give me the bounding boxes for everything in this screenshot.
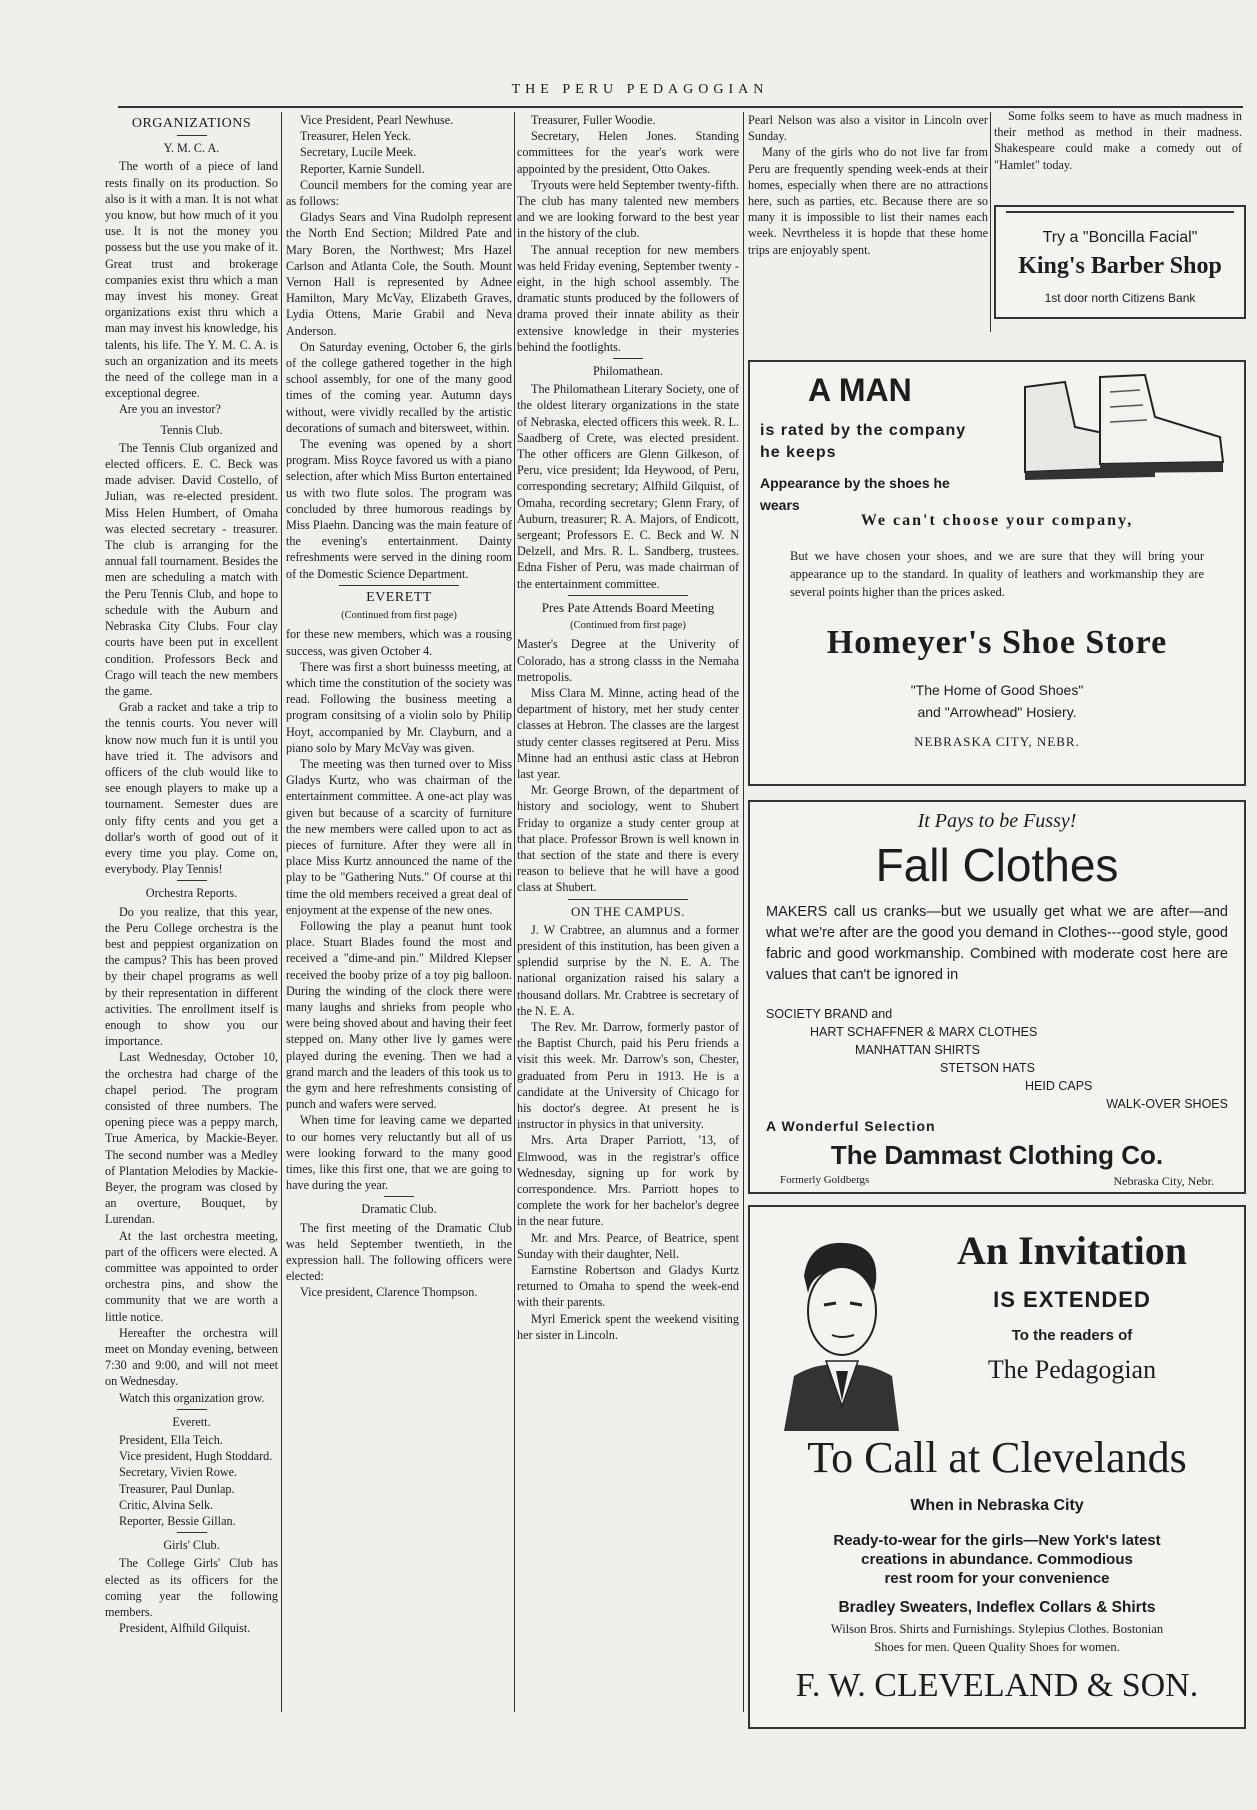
invitation-city: When in Nebraska City — [910, 1497, 1084, 1514]
cleveland-line-3: rest room for your convenience — [884, 1570, 1110, 1587]
method-madness-note — [994, 108, 1242, 200]
cleveland-line-6: Shoes for men. Queen Quality Shoes for women. — [874, 1640, 1120, 1654]
officer-line: Reporter, Bessie Gillan. — [119, 1514, 236, 1529]
divider — [177, 880, 207, 881]
article-paragraph: Watch this organization grow. — [119, 1390, 265, 1405]
officer-line: Reporter, Karnie Sundell. — [300, 161, 425, 176]
article-paragraph: Mrs. Arta Draper Parriott, '13, of Elmwood, was in the registrar's office Wednesday, signing up for work by correspondence. Mrs. Parriott hopes to complete the work for her bachelor's degree in the near future. — [517, 1133, 739, 1229]
article-paragraph: Last Wednesday, October 10, the orchestra had charge of the chapel period. The program consisted of three numbers. The opening piece was a peppy march, True America, by Mackie-Beyer. The second number was a Medley of Plantation Melodies by Mackie-Beyer, the program was closed by an overture, Bouquet, by Lurendan. — [105, 1050, 278, 1227]
ad-rule — [1006, 211, 1234, 213]
everett-article-heading: EVERETT — [366, 589, 432, 605]
note-text: Some folks seem to have as much madness in their method as method in their madness. Shakespeare could make a comedy out of "Hamlet" today. — [994, 109, 1242, 172]
article-paragraph: Earnstine Robertson and Gladys Kurtz returned to Omaha to spend the week-end with their parents. — [517, 1263, 739, 1310]
article-paragraph: The Rev. Mr. Darrow, formerly pastor of the Baptist Church, paid his Peru friends a visit this week. Mr. Darrow's son, Chester, graduated from Peru in 1913. He is a candidate at the University of Chicago for his doctor's degree. At present he is instructor in physics in that university. — [517, 1019, 739, 1132]
article-paragraph: Vice president, Clarence Thompson. — [300, 1285, 478, 1300]
article-paragraph: The annual reception for new members was held Friday evening, September twenty - eight, in the high school assembly. The dramatic stunts produced by the followers of drama proved their innate ability as their extensive knowledge in their mysteries behind the footlights. — [517, 242, 739, 354]
invitation-extended: IS EXTENDED — [993, 1287, 1151, 1312]
cleveland-line-5: Wilson Bros. Shirts and Furnishings. Stylepius Clothes. Bostonian — [830, 1622, 1164, 1636]
shoe-line-4: We can't choose your company, — [860, 512, 1134, 529]
column-1 — [105, 112, 278, 1712]
ymca-heading: Y. M. C. A. — [163, 141, 220, 156]
clothes-headline: Fall Clothes — [875, 839, 1119, 891]
continued-note: (Continued from first page) — [341, 610, 457, 622]
article-paragraph: Miss Clara M. Minne, acting head of the department of history, met her study center classes at Hebron. The classes are the largest study center classes regitsered at Peru. Miss Minne had an enthusi astic class at Hebron last year. — [517, 685, 739, 781]
clothes-company: The Dammast Clothing Co. — [830, 1140, 1164, 1170]
clothes-formerly: Formerly Goldbergs — [780, 1174, 870, 1186]
philomathean-heading: Philomathean. — [592, 364, 664, 379]
divider — [177, 135, 207, 136]
officer-line: President, Ella Teich. — [119, 1433, 223, 1448]
officer-line: Treasurer, Paul Dunlap. — [119, 1481, 235, 1496]
tennis-heading: Tennis Club. — [160, 422, 223, 437]
shoe-body: But we have chosen your shoes, and we are sure that they will bring your appearance up to the standard. In quality of leathers and workmanship they are several points higher than the prices asked. — [790, 549, 1204, 599]
barber-line-1: Try a "Boncilla Facial" — [1042, 229, 1198, 246]
clothes-brand: STETSON HATS — [940, 1061, 1035, 1075]
invitation-readers: To the readers of — [1011, 1327, 1133, 1344]
divider — [177, 1532, 207, 1533]
shoe-line-1: is rated by the company — [760, 422, 967, 439]
clothes-brand: MANHATTAN SHIRTS — [855, 1043, 981, 1057]
column-2 — [286, 112, 512, 1712]
article-paragraph: Secretary, Helen Jones. Standing committees for the year's work were appointed by the president, Otto Oakes. — [517, 129, 739, 176]
shoe-store-name: Homeyer's Shoe Store — [826, 624, 1168, 661]
homeyer-shoe-ad — [748, 360, 1246, 786]
article-paragraph: The worth of a piece of land rests finally on its production. So also is it with a man. It is not what you know, but how much of it you use. It is not the money you possess but the use you make of it. Great trust and brokerage companies exist thru which a man may invest his money. Great organizations exist thru which a man may invest his knowledge, his talents, his life. The Y. M. C. A. is such an organization and its meets the need of the college man in a exceptional degree. — [105, 159, 278, 401]
article-paragraph: Mr. and Mrs. Pearce, of Beatrice, spent Sunday with their daughter, Nell. — [517, 1230, 739, 1261]
masthead: THE PERU PEDAGOGIAN — [511, 82, 769, 97]
divider — [384, 1196, 414, 1197]
column-4 — [748, 112, 988, 330]
divider — [339, 585, 459, 586]
article-paragraph: Hereafter the orchestra will meet on Monday evening, between 7:30 and 9:00, and will not meet on Wednesday. — [105, 1325, 278, 1389]
divider — [177, 1409, 207, 1410]
dramatic-club-heading: Dramatic Club. — [361, 1202, 437, 1217]
article-paragraph: President, Alfhild Gilquist. — [119, 1621, 251, 1636]
officer-line: Vice President, Pearl Newhuse. — [300, 113, 454, 127]
article-paragraph: Council members for the coming year are as follows: — [286, 177, 512, 209]
officer-line: Secretary, Lucile Meek. — [300, 145, 417, 160]
article-paragraph: The Philomathean Literary Society, one of the oldest literary organizations in the state of Nebraska, elected officers this week. R. L. Saadberg of Crete, was elected president. The other officers are Glenn Gilkeson, of Peru, vice president; Ida Heywood, of Peru, corresponding secretary; Alfhild Gilquist, of Omaha, recording secretary; Glenn Frary, of Auburn, treasurer; R. A. Majors, of Endicott, sergeant; Professors E. C. Beck and W. N Delzell, and Mrs. R. L. Sandberg, trustees. Edna Fisher of Peru, was made chairman of the entertainment committee. — [517, 382, 739, 591]
article-paragraph: Many of the girls who do not live far from Peru are frequently spending week-ends at their homes, especially when there are no attractions here, such as parties, etc. Because there are so many it is impossible to list their names each week. Nevrtheless it is hopde that these home trips are enjoyably spent. — [748, 145, 988, 257]
shoe-line-3: Appearance by the shoes he wears — [760, 475, 950, 513]
article-paragraph: The first meeting of the Dramatic Club was held September twentieth, in the expression hall. The following officers were elected: — [286, 1220, 512, 1284]
shoes-illustration — [1005, 372, 1230, 492]
clothes-brand: HEID CAPS — [1025, 1079, 1093, 1093]
clothes-body: MAKERS call us cranks—but we usually get what we are after—and what we're after are the good you demand in Clothes---good style, good fabric and good workmanship. Combined with moderate cost here are values that can't be ignored in — [766, 904, 1228, 983]
clothes-tagline: It Pays to be Fussy! — [917, 810, 1077, 832]
article-paragraph: Grab a racket and take a trip to the tennis courts. You never will know now much fun it is until you have tried it. The advisors and officers of the club would like to see enough players to make up a tournament. Semester dues are only fifty cents and you get a dollar's worth of good out of it every time you play. Come on, everybody. Play Tennis! — [105, 700, 278, 877]
divider — [568, 595, 688, 596]
column-rule-2 — [514, 112, 515, 1712]
campus-heading: ON THE CAMPUS. — [570, 903, 686, 919]
clothes-brand: SOCIETY BRAND and — [766, 1007, 893, 1021]
cleveland-line-2: creations in abundance. Commodious — [861, 1551, 1133, 1568]
pate-article-heading: Pres Pate Attends Board Meeting — [541, 599, 715, 615]
officer-line: Treasurer, Helen Yeck. — [300, 129, 412, 144]
cleveland-line-4: Bradley Sweaters, Indeflex Collars & Shirts — [838, 1599, 1156, 1616]
column-rule-3 — [743, 112, 744, 1712]
barber-shop-ad — [994, 205, 1246, 319]
shoe-tag-1: "The Home of Good Shoes" — [910, 682, 1084, 698]
clothes-brand: HART SCHAFFNER & MARX CLOTHES — [810, 1025, 1038, 1039]
article-paragraph: The Tennis Club organized and elected officers. E. C. Beck was made adviser. David Costello, of Julian, was re-elected president. Miss Helen Humbert, of Omaha was elected secretary - treasurer. The club is arranging for the annual fall tournament. Besides the men are scheduling a match with the Peru Tennis Club, and hope to schedule with the Auburn and Nebraska City Clubs. Four clay courts have been put in excellent condition. Professors Beck and Crago will teach the new members the game. — [105, 440, 278, 698]
article-paragraph: The College Girls' Club has elected as its officers for the coming year the following members. — [105, 1556, 278, 1620]
article-paragraph: Mr. George Brown, of the department of history and sociology, went to Shubert Friday to organize a study center group at that place. Professor Brown is well known in that section of the state and there is every reason to believe that he will have a good class at Shubert. — [517, 783, 739, 895]
portrait-face — [808, 1267, 876, 1355]
girls-club-heading: Girls' Club. — [163, 1538, 220, 1553]
cleveland-store-name: F. W. CLEVELAND & SON. — [795, 1667, 1199, 1704]
section-heading: ORGANIZATIONS — [131, 116, 252, 131]
column-rule-1 — [281, 112, 282, 1712]
column-rule-4 — [990, 112, 991, 332]
article-paragraph: The meeting was then turned over to Miss Gladys Kurtz, who was chairman of the entertainment committee. A one-act play was given but because of a scarcity of furniture the new members were called upon to act as pieces of furniture. After they were all in place Miss Kurtz announced the name of the play to be "Gathering Nuts." Of course at thi time the old members received a great deal of enjoyment at the expense of the new ones. — [286, 756, 512, 917]
orchestra-heading: Orchestra Reports. — [145, 886, 238, 901]
shoe-headline: A MAN — [808, 372, 912, 408]
clothes-city: Nebraska City, Nebr. — [1113, 1174, 1214, 1188]
article-paragraph: At the last orchestra meeting, part of the officers were elected. A committee was appointed to order orchestra pins, and show the community that we are worth a little notice. — [105, 1228, 278, 1324]
cleveland-invitation-ad — [748, 1205, 1246, 1729]
continued-note: (Continued from first page) — [570, 620, 686, 632]
clothes-brand: WALK-OVER SHOES — [1106, 1097, 1228, 1111]
article-paragraph: Do you realize, that this year, the Peru College orchestra is the best and peppiest organization on the campus? This has been proved by their chapel programs as well by their representation in different activities. The enrollment itself is enough to show you our importance. — [105, 904, 278, 1049]
article-paragraph: Following the play a peanut hunt took place. Stuart Blades found the most and received a "dime-and pin." Mildred Klepser received the booby prize of a toy pig balloon. During the winding of the clock there were many laughs and shrieks from people who were being shoved about and having their feet stepped on. Many other live ly games were played during the evening. Then we had a grand march and the leaders of this took us to the gym and here refreshments consisting of punch and wafers were served. — [286, 918, 512, 1112]
article-paragraph: J. W Crabtree, an alumnus and a former president of this institution, has been given a splendid surprise by the N. E. A. The national organization raised his salary a thousand dollars. Mr. Crabtree is secretary of the N. E. A. — [517, 922, 739, 1018]
invitation-headline: An Invitation — [956, 1228, 1188, 1273]
shoe-city: NEBRASKA CITY, NEBR. — [914, 734, 1080, 749]
officer-line: Critic, Alvina Selk. — [119, 1497, 214, 1512]
article-paragraph: Myrl Emerick spent the weekend visiting her sister in Lincoln. — [517, 1311, 739, 1342]
officer-line: Secretary, Vivien Rowe. — [119, 1465, 238, 1480]
column-3 — [517, 112, 739, 1712]
officer-line: Vice president, Hugh Stoddard. — [119, 1449, 273, 1464]
everett-heading: Everett. — [172, 1414, 211, 1429]
barber-address: 1st door north Citizens Bank — [1044, 291, 1196, 305]
article-paragraph: Gladys Sears and Vina Rudolph represent the North End Section; Mildred Pate and Mary Boren, the Northwest; Mrs Hazel Carlson and Atlanta Cole, the South. Mount Vernon Hall is represented by Adnee Hamilton, Mary McVay, Elizabeth Graves, Lydia Ottens, Marie Grabil and Neva Anderson. — [286, 210, 512, 338]
divider — [613, 358, 643, 359]
invitation-call: To Call at Clevelands — [807, 1433, 1187, 1482]
article-paragraph: for these new members, which was a rousing success, was given October 4. — [286, 627, 512, 658]
man-portrait-illustration — [764, 1231, 904, 1431]
officer-line: Treasurer, Fuller Woodie. — [531, 113, 656, 127]
shoe-line-2: he keeps — [760, 444, 837, 461]
barber-name: King's Barber Shop — [1018, 253, 1222, 279]
clothes-selection: A Wonderful Selection — [766, 1118, 936, 1134]
article-paragraph: On Saturday evening, October 6, the girls of the college gathered together in the high school assembly, for one of the many good times of the coming year. Autumn days without, were vividly recalled by the artistic decorations of sumach and bitersweet, within. — [286, 339, 512, 435]
divider — [568, 899, 688, 900]
article-paragraph: The evening was opened by a short program. Miss Royce favored us with a piano selection, after which Miss Burton entertained us with two flute solos. The program was concluded by three humorous readings by Miss Plaehn. Dancing was the main feature of the evening's entertainment. Dainty refreshments were served in the dining room of the Domestic Science Department. — [286, 437, 512, 581]
invitation-paper-name: The Pedagogian — [987, 1355, 1157, 1384]
article-paragraph: Pearl Nelson was also a visitor in Lincoln over Sunday. — [748, 113, 988, 144]
cleveland-line-1: Ready-to-wear for the girls—New York's latest — [833, 1532, 1161, 1549]
article-paragraph: Master's Degree at the Univerity of Colorado, has a strong classs in the Nemaha metropolis. — [517, 637, 739, 684]
article-paragraph: There was first a short buinesss meeting, at which time the constitution of the society was read. Following the business meeting a program consitsing of a violin solo by Philip Hoyt, accompanied by Mr. Clayburn, and a piano solo by Mary McVay was given. — [286, 659, 512, 755]
shoe-tag-2: and "Arrowhead" Hosiery. — [917, 704, 1077, 720]
article-paragraph: Tryouts were held September twenty-fifth. The club has many talented new members and we are looking forward to the best year in the history of the club. — [517, 177, 739, 241]
article-paragraph: When time for leaving came we departed to our homes very reluctantly but all of us were looking forward to the many good times, like this first one, that we are going to have during the year. — [286, 1113, 512, 1193]
dammast-clothing-ad — [748, 800, 1246, 1194]
shoe-right-shape — [1100, 375, 1223, 464]
article-paragraph: Are you an investor? — [119, 402, 221, 417]
